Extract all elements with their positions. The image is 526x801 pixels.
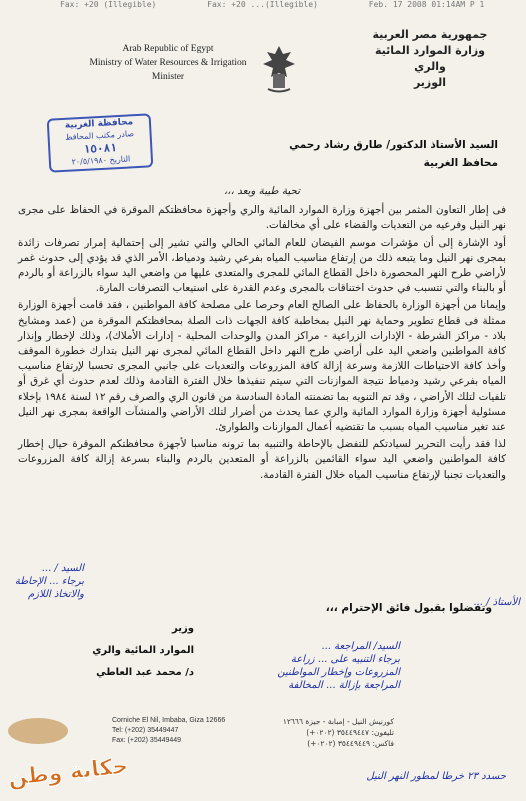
stamp-number: ١٥٠٨١ (83, 141, 118, 156)
en-country: Arab Republic of Egypt (122, 44, 214, 54)
english-letterhead (88, 42, 248, 84)
signature-ministry: الموارد المائية والري (92, 645, 194, 656)
fax-line-1: Fax: +20 (Illegible) (60, 0, 157, 9)
paragraph-1: فى إطار التعاون المثمر بين أجهزة وزارة الموارد المائية والري وأجهزة محافظتكم الموقرة في الحفاظ على مجرى نهر النيل وفرعيه من التعديات والقضاء على أي مخالفات. (18, 204, 506, 232)
fax-line-2: Fax: +20 ...(Illegible) (207, 0, 318, 9)
greeting: تحية طيبة وبعد ،،، (223, 185, 301, 197)
stamp-office: صادر مكتب المحافظ (64, 129, 135, 142)
ar-ministry: وزارة الموارد المائية والري (374, 44, 486, 73)
footer-en-tel: Tel: (+202) 35449447 (112, 727, 179, 734)
watermark-logo: حكاية وطن (7, 753, 130, 792)
paragraph-4: لذا فقد رأيت التحرير لسيادتكم للتفضل بالإحاطة والتنبيه بما ترونه مناسبا لأجهزة محافظتكم الموقرة حيال إخطار كافة المواطنين واضعي اليد سواء القائمين بالزراعة أو المتعدين بالردم والبناء بسرعة إزالة كافة المزروعات والتعديات تجنبا لإرتفاع مناسيب المياه خلال الفترة القادمة. (18, 438, 506, 481)
en-minister: Minister (151, 72, 185, 82)
footer-english (112, 716, 232, 746)
paragraph-3: وإيمانا من أجهزة الوزارة بالحفاظ على الصالح العام وحرصا على مصلحة كافة المواطنين ، فقد قامت أجهزة الوزارة ممثلة فى قطاع تطوير وحماية نهر النيل بمخاطبة كافة الجهات ذات الصلة بمحافظتكم الموقرة من (عمد ومشايخ بلاد - مراكز الشرطة - الإدارات الزراعية - مراكز المدن والوحدات المحلية - إدارات الأملاك)، وذلك لإخطار وإنذار كافة المواطنين واضعي اليد على أراضي طرح النهر داخل القطاع المائي لمجرى نهر النيل بتدارك خطورة الموقف وأخذ كافة الاحتياطات اللازمة وسرعة إزالة كافة المزروعات والتعديات على جانبي المجرى تحسبا لإرتفاع مناسيب المياه بفرعي رشيد ودمياط نتيجة الموازنات التي سيتم تنفيذها خلال الفترة القادمة وذلك لعدم حدوث أي غرق أو تلفيات لتلك الأراضي ، وقد تم التنويه بما تضمنته المادة السادسة من قانون الري والصرف رقم ١٢ لسنة ١٩٨٤ بإخلاء مسئولية أجهزة وزارة الموارد المائية والري عما يحدث من أضرار لتلك الأراضي والمنشآت الواقعة بمجرى نهر النيل عند تغير مناسيب المياه بسبب ما تقتضيه أعمال الموازنات والطوارئ. (18, 299, 506, 434)
handwritten-note-center: السيد/ المراجعة ... برجاء التنبيه على ... زراعة المزروعات وإخطار المواطنين المراجعة بإزالة ... المخالفة (277, 641, 400, 691)
footer-ar-fax: فاكس: ٣٥٤٤٩٤٤٩ (٠٢٠٢+) (307, 739, 394, 748)
addressee-name: السيد الأستاذ الدكتور/ طارق رشاد رحمي (289, 139, 498, 151)
signature-title: وزير (172, 623, 194, 634)
handwritten-note-left: السيد / ... برجاء ... الإحاطة والاتخاذ اللازم (14, 563, 84, 600)
stamp-date: التاريخ ٢٠/٥/١٩٨٠ (71, 154, 131, 167)
signature-name: د/ محمد عبد العاطي (96, 667, 194, 678)
stamp-governorate: محافظة الغربية (64, 117, 134, 131)
round-seal (8, 718, 68, 744)
fax-header (60, 0, 506, 14)
letter-body (18, 184, 506, 485)
ar-minister: الوزير (413, 76, 447, 89)
arabic-letterhead (360, 27, 500, 91)
addressee-title: محافظ الغربية (423, 157, 498, 169)
ar-country: جمهورية مصر العربية (372, 28, 488, 41)
handwritten-note-bottom: حسدد ٢٣ خرطا لمطور النهر النيل (366, 771, 506, 782)
egypt-eagle-emblem-icon (260, 44, 298, 94)
footer-ar-address: كورنيش النيل - إمبابة - جيزة ١٢٦٦٦ (282, 717, 394, 726)
footer-en-address: Corniche El Nil, Imbaba, Giza 12666 (112, 717, 226, 724)
closing-line: وتفضلوا بقبول فائق الإحترام ،،، (325, 602, 492, 614)
handwritten-note-right: الأستاذ / ... (473, 597, 520, 608)
footer-arabic (244, 716, 394, 749)
signature-block (64, 618, 194, 684)
footer-en-fax: Fax: (+202) 35449449 (112, 737, 182, 744)
paragraph-2: أود الإشارة إلى أن مؤشرات موسم الفيضان للعام المائي الحالي والتي تشير إلى إحتمالية إمرار تصرفات زائدة بمجرى نهر النيل وما يتبعه ذلك من إرتفاع مناسيب المياه بفرعي رشيد ودمياط، الأمر الذي قد يؤدي إلى حدوث غمر لأراضي طرح النهر المحصورة داخل القطاع المائي للمجرى والمتعدى عليها من واضعي اليد سواء بالزراعة أو بالردم أو بالبناء والتي تتسبب في حدوث اختناقات بالمجرى وعدم القدرة على استيعاب التصرفات المارة. (18, 236, 506, 295)
footer-ar-tel: تليفون: ٣٥٤٤٩٤٤٧ (٠٢٠٢+) (306, 728, 394, 737)
fax-line-3: Feb. 17 2008 01:14AM P 1 (368, 0, 485, 9)
governor-office-stamp (47, 113, 154, 172)
en-ministry: Ministry of Water Resources & Irrigation (89, 58, 247, 68)
addressee-block (198, 136, 498, 172)
